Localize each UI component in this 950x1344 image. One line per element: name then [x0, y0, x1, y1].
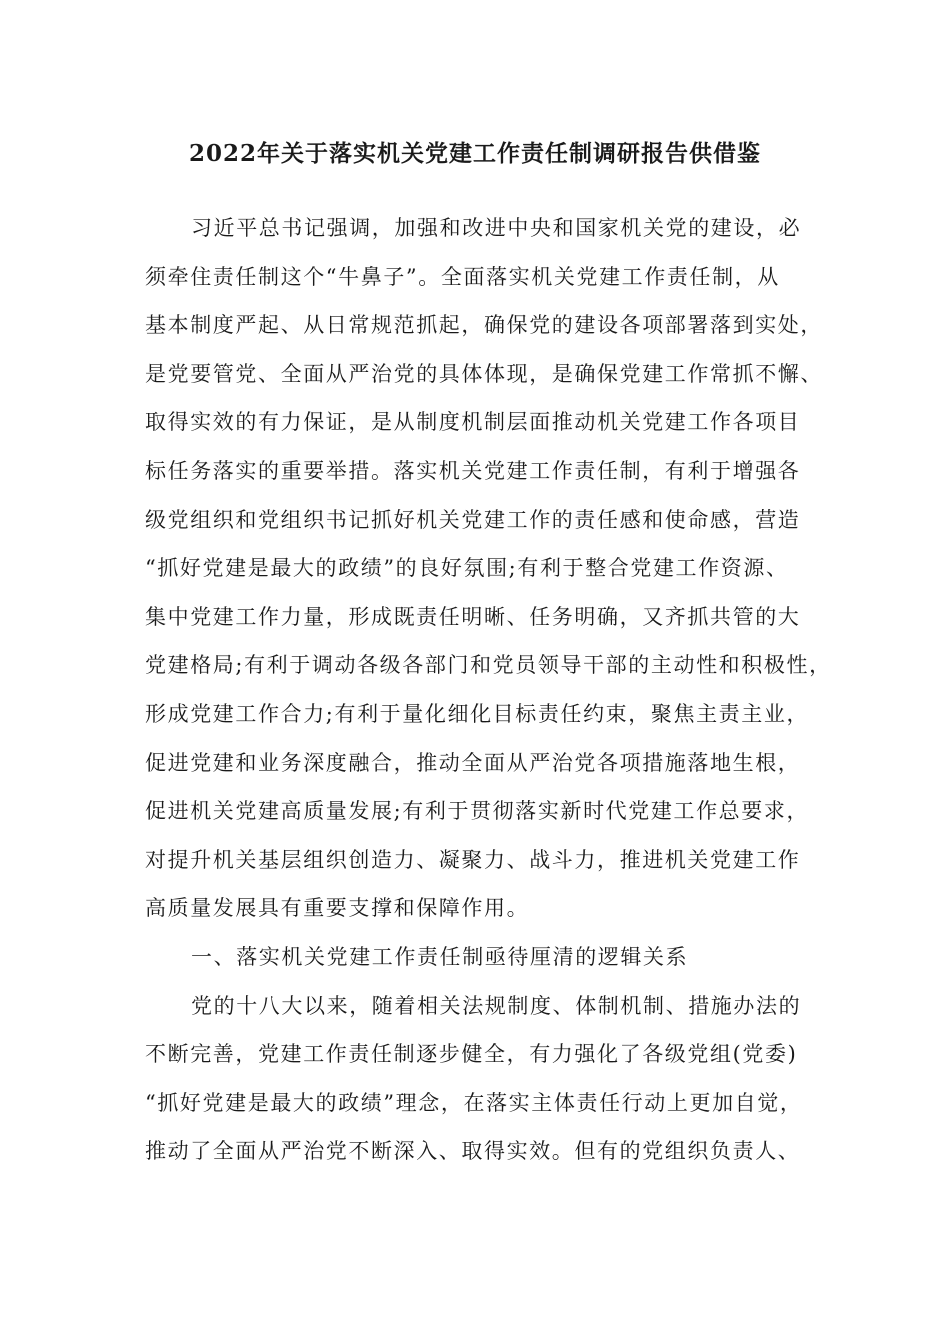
section-heading: 一、落实机关党建工作责任制亟待厘清的逻辑关系	[191, 944, 689, 969]
paragraph-line: 须牵住责任制这个“牛鼻子”。全面落实机关党建工作责任制，从	[145, 264, 780, 289]
paragraph-line: 高质量发展具有重要支撑和保障作用。	[145, 896, 530, 921]
paragraph-line: 不断完善，党建工作责任制逐步健全，有力强化了各级党组(党委)	[145, 1042, 798, 1067]
paragraph-line: 级党组织和党组织书记抓好机关党建工作的责任感和使命感，营造	[145, 507, 801, 532]
paragraph-line: 形成党建工作合力;有利于量化细化目标责任约束，聚焦主责主业，	[145, 701, 810, 726]
document-body	[145, 204, 832, 1176]
paragraph-line: 对提升机关基层组织创造力、凝聚力、战斗力，推进机关党建工作	[145, 847, 801, 872]
paragraph-line: 党建格局;有利于调动各级各部门和党员领导干部的主动性和积极性，	[145, 653, 832, 678]
paragraph-line: 习近平总书记强调，加强和改进中央和国家机关党的建设，必	[191, 216, 802, 240]
paragraph-line: 基本制度严起、从日常规范抓起，确保党的建设各项部署落到实处，	[145, 313, 823, 338]
paragraph-line: 取得实效的有力保证，是从制度机制层面推动机关党建工作各项目	[145, 410, 801, 435]
paragraph-line: 促进党建和业务深度融合，推动全面从严治党各项措施落地生根，	[145, 750, 801, 775]
paragraph-line: 是党要管党、全面从严治党的具体体现，是确保党建工作常抓不懈、	[145, 361, 823, 386]
paragraph-line: 推动了全面从严治党不断深入、取得实效。但有的党组织负责人、	[145, 1139, 801, 1164]
paragraph-line: 集中党建工作力量，形成既责任明晰、任务明确，又齐抓共管的大	[145, 604, 801, 629]
paragraph-line: 标任务落实的重要举措。落实机关党建工作责任制，有利于增强各	[145, 458, 801, 483]
paragraph-line: 党的十八大以来，随着相关法规制度、体制机制、措施办法的	[191, 993, 802, 1018]
paragraph-line: 促进机关党建高质量发展;有利于贯彻落实新时代党建工作总要求，	[145, 799, 810, 824]
paragraph-line: “抓好党建是最大的政绩”理念，在落实主体责任行动上更加自觉，	[145, 1090, 803, 1115]
document-title: 2022年关于落实机关党建工作责任制调研报告供借鉴	[188, 140, 761, 167]
paragraph-line: “抓好党建是最大的政绩”的良好氛围;有利于整合党建工作资源、	[145, 556, 789, 581]
